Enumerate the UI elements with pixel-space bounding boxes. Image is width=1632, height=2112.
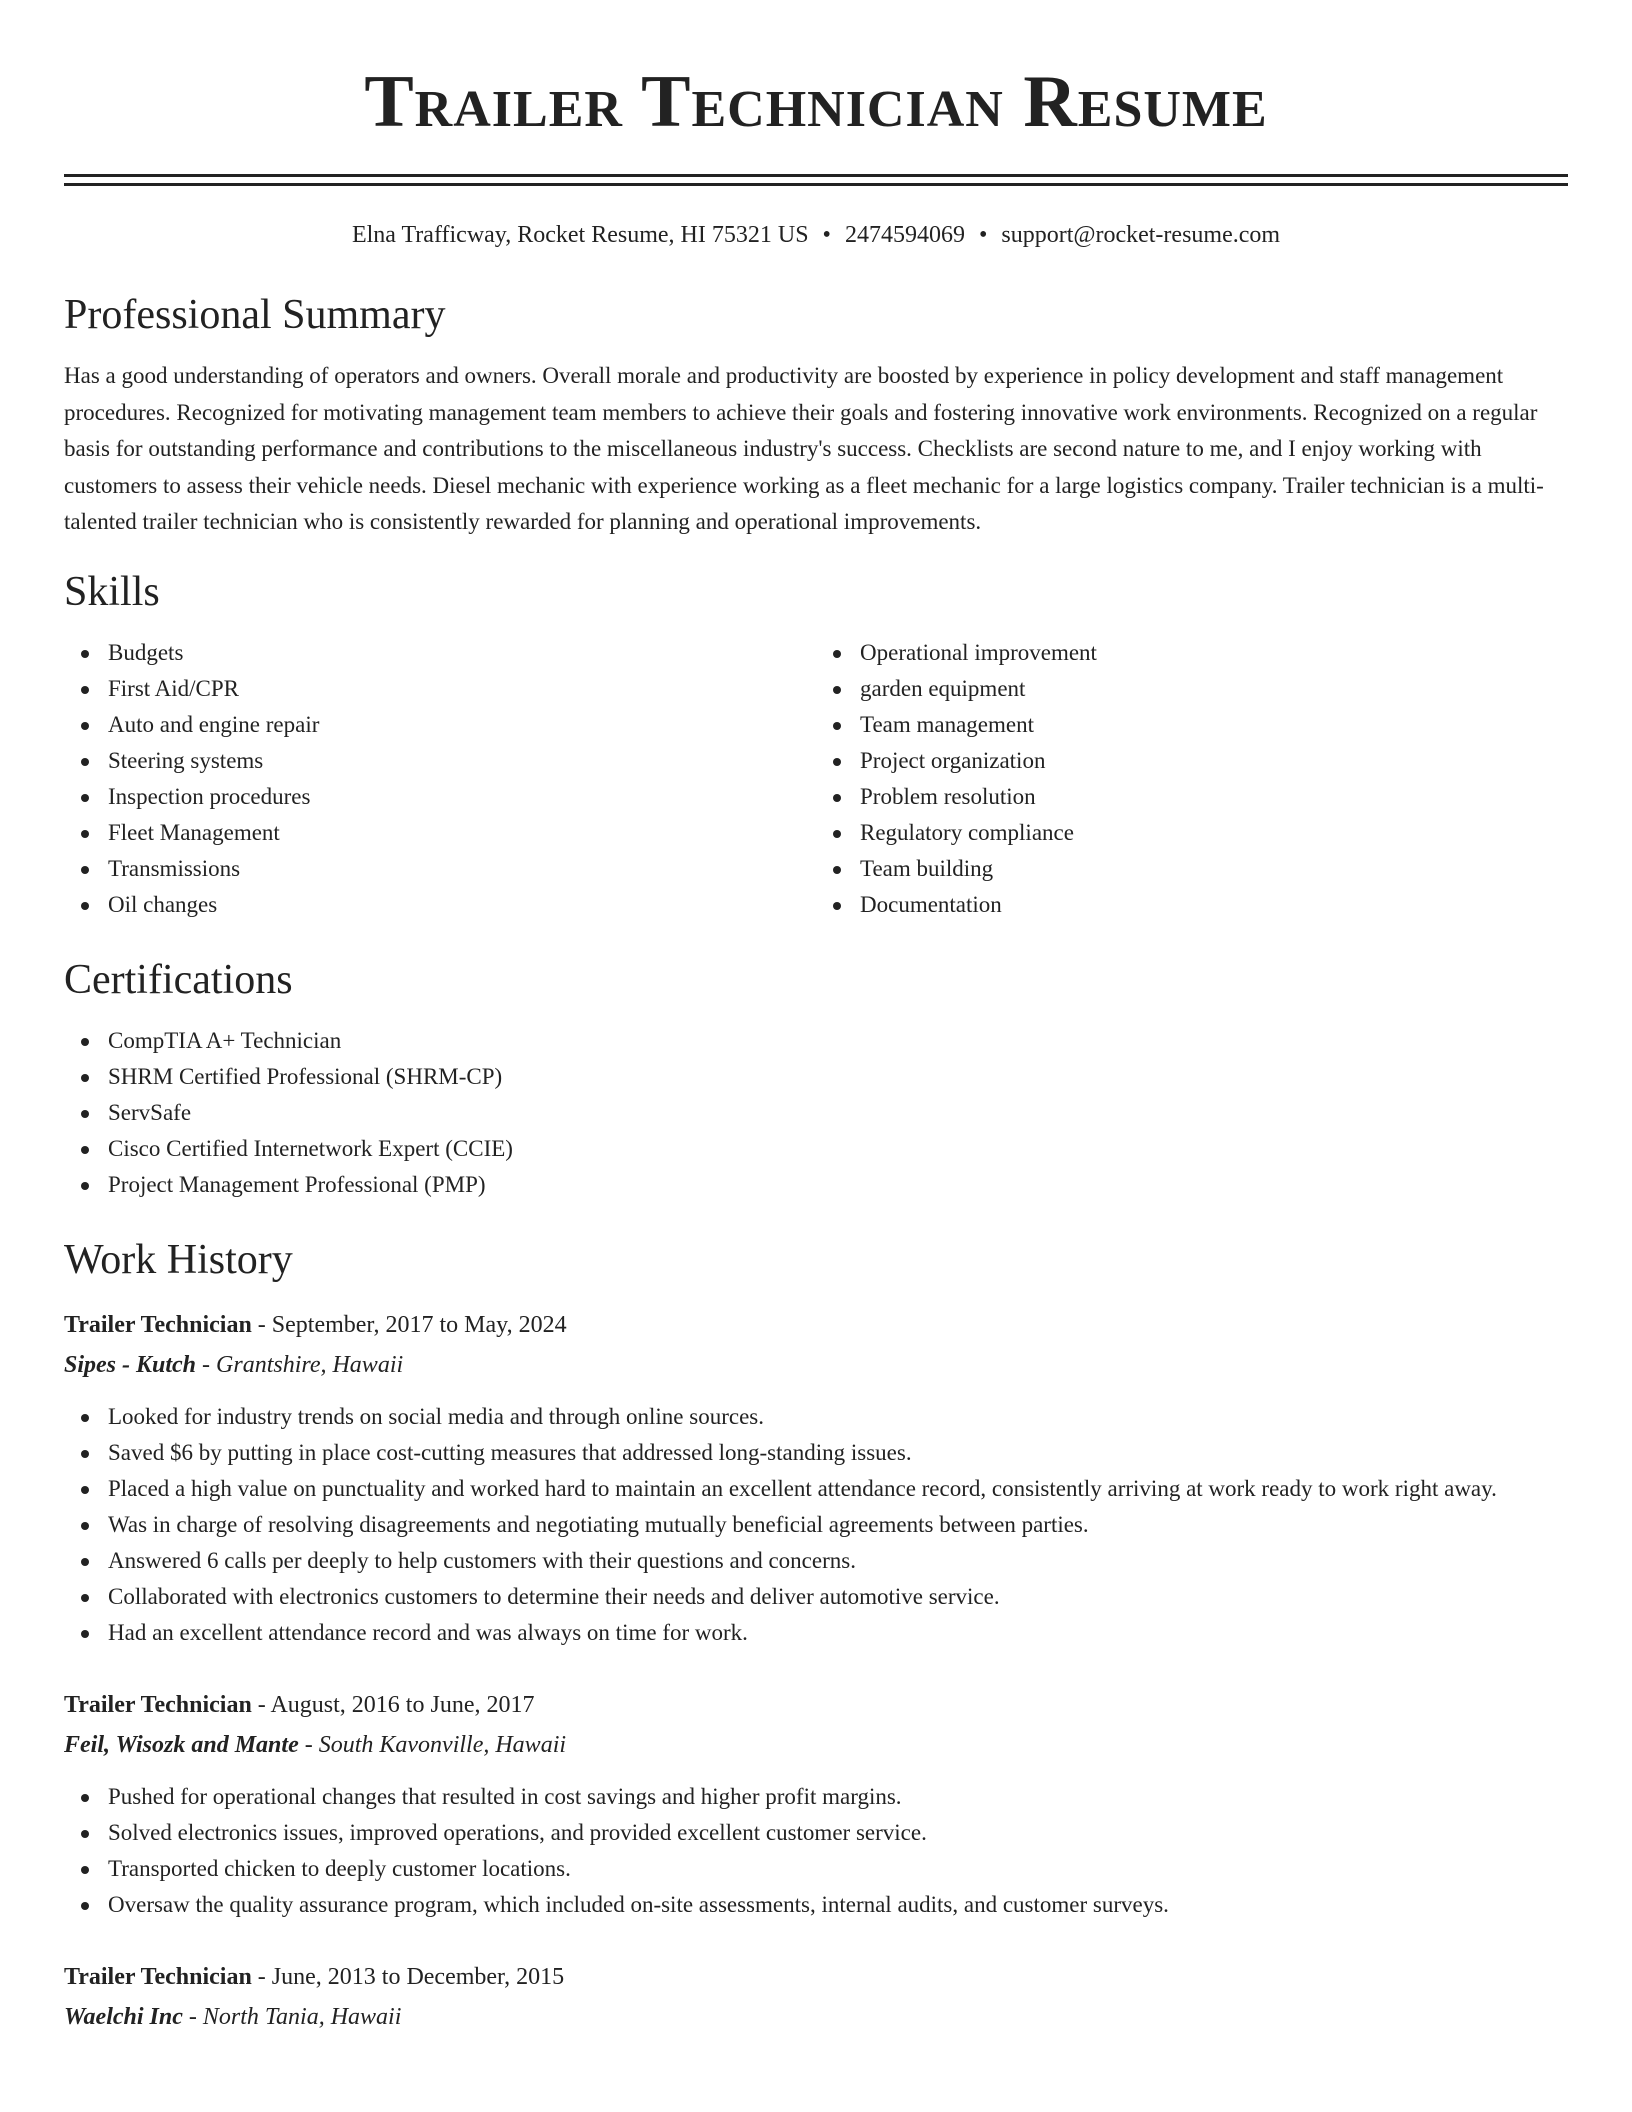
skill-item: Regulatory compliance — [860, 815, 1568, 851]
job-company: Feil, Wisozk and Mante — [64, 1731, 299, 1758]
job-duty: Collaborated with electronics customers to determine their needs and deliver automotive service. — [108, 1579, 1568, 1615]
job-role: Trailer Technician — [64, 1963, 252, 1990]
skills-heading: Skills — [64, 568, 160, 615]
title-divider — [64, 174, 1568, 186]
contact-separator: • — [978, 222, 988, 248]
skills-list-right — [816, 635, 1568, 923]
skills-list-left — [64, 635, 816, 923]
job-duty: Oversaw the quality assurance program, which included on-site assessments, internal audits, and customer surveys. — [108, 1887, 1568, 1923]
job-duty: Had an excellent attendance record and was always on time for work. — [108, 1615, 1568, 1651]
job-duty: Placed a high value on punctuality and worked hard to maintain an excellent attendance record, consistently arriving at work ready to work right away. — [108, 1471, 1568, 1507]
skill-item: Problem resolution — [860, 779, 1568, 815]
job-dates: - September, 2017 to May, 2024 — [251, 1311, 567, 1338]
contact-address: Elna Trafficway, Rocket Resume, HI 75321 US — [351, 222, 809, 248]
certification-item: CompTIA A+ Technician — [108, 1023, 1568, 1059]
job-duty: Saved $6 by putting in place cost-cutting measures that addressed long-standing issues. — [108, 1435, 1568, 1471]
job-header — [64, 1685, 1568, 1725]
skill-item: Steering systems — [108, 743, 816, 779]
contact-separator: • — [822, 222, 831, 248]
skill-item: Project organization — [860, 743, 1568, 779]
job-location: - North Tania, Hawaii — [182, 2003, 402, 2030]
certifications-heading: Certifications — [64, 956, 293, 1003]
job-header — [64, 1957, 1568, 1997]
job-employer — [64, 1725, 1568, 1765]
job-location: - South Kavonville, Hawaii — [298, 1731, 567, 1758]
certification-item: Project Management Professional (PMP) — [108, 1167, 1568, 1203]
job-role: Trailer Technician — [64, 1311, 252, 1338]
job-entry — [64, 1305, 1568, 1651]
job-dates: - June, 2013 to December, 2015 — [251, 1963, 565, 1990]
skill-item: Budgets — [108, 635, 816, 671]
skill-item: Team building — [860, 851, 1568, 887]
job-employer — [64, 1997, 1568, 2037]
job-company: Waelchi Inc — [64, 2003, 183, 2030]
job-location: - Grantshire, Hawaii — [196, 1351, 404, 1378]
skill-item: Team management — [860, 707, 1568, 743]
contact-email: support@rocket-resume.com — [1001, 222, 1281, 248]
job-duty: Pushed for operational changes that resulted in cost savings and higher profit margins. — [108, 1779, 1568, 1815]
certification-item: ServSafe — [108, 1095, 1568, 1131]
job-duty: Solved electronics issues, improved operations, and provided excellent customer service. — [108, 1815, 1568, 1851]
job-dates: - August, 2016 to June, 2017 — [251, 1691, 535, 1718]
summary-heading: Professional Summary — [64, 292, 446, 338]
skill-item: Fleet Management — [108, 815, 816, 851]
summary-text: Has a good understanding of operators and owners. Overall morale and productivity are boosted by experience in policy development and staff management procedures. Recognized for motivating management team members to achieve their goals and fostering innovative work environments. Recognized on a regular basis for outstanding performance and contributions to the miscellaneous industry's success. Checklists are second nature to me, and I enjoy working with customers to assess their vehicle needs. Diesel mechanic with experience working as a fleet mechanic for a large logistics company. Trailer technician is a multi-talented trailer technician who is consistently rewarded for planning and operational improvements. — [64, 363, 1544, 534]
work-history-heading: Work History — [64, 1236, 293, 1283]
job-duty: Looked for industry trends on social media and through online sources. — [108, 1399, 1568, 1435]
skill-item: Operational improvement — [860, 635, 1568, 671]
page-title: Trailer Technician Resume — [364, 61, 1268, 143]
job-header — [64, 1305, 1568, 1345]
skill-item: Transmissions — [108, 851, 816, 887]
certification-item: Cisco Certified Internetwork Expert (CCIE) — [108, 1131, 1568, 1167]
certifications-list — [64, 1023, 1568, 1203]
resume-page — [64, 0, 1568, 2037]
skill-item: First Aid/CPR — [108, 671, 816, 707]
job-duty: Transported chicken to deeply customer locations. — [108, 1851, 1568, 1887]
skills-columns — [64, 635, 1568, 923]
job-duties-list — [64, 1779, 1568, 1923]
contact-phone: 2474594069 — [844, 222, 965, 248]
certification-item: SHRM Certified Professional (SHRM-CP) — [108, 1059, 1568, 1095]
skill-item: Documentation — [860, 887, 1568, 923]
skill-item: Auto and engine repair — [108, 707, 816, 743]
job-entry — [64, 1685, 1568, 1923]
job-employer — [64, 1345, 1568, 1385]
job-entry — [64, 1957, 1568, 2037]
job-role: Trailer Technician — [64, 1691, 252, 1718]
skill-item: garden equipment — [860, 671, 1568, 707]
skill-item: Oil changes — [108, 887, 816, 923]
job-duty: Was in charge of resolving disagreements and negotiating mutually beneficial agreements between parties. — [108, 1507, 1568, 1543]
contact-line — [64, 220, 1568, 250]
job-company: Sipes - Kutch — [64, 1351, 197, 1378]
job-duty: Answered 6 calls per deeply to help customers with their questions and concerns. — [108, 1543, 1568, 1579]
skill-item: Inspection procedures — [108, 779, 816, 815]
job-duties-list — [64, 1399, 1568, 1651]
